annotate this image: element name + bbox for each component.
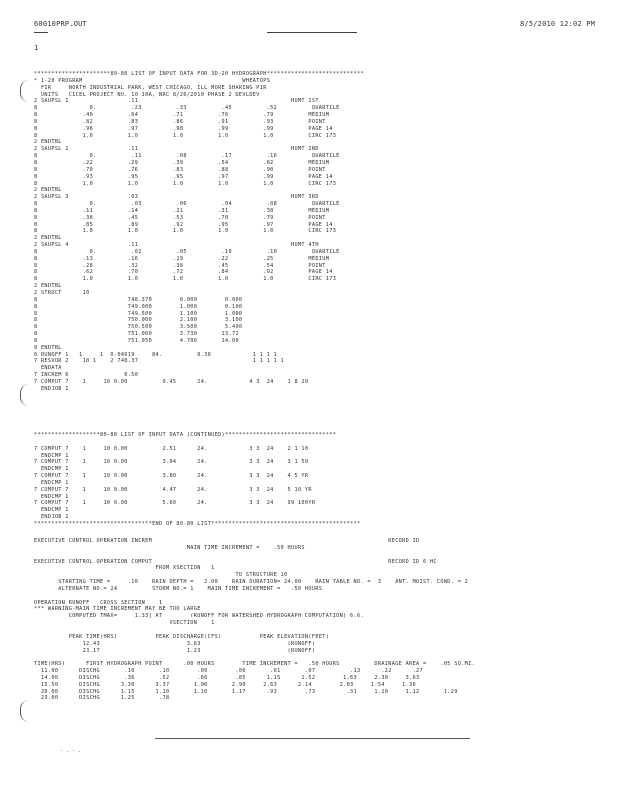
- footer-marks: - . - .: [60, 748, 82, 754]
- print-datetime: 8/5/2010 12:02 PM: [520, 20, 596, 28]
- punch-hole-mark: [20, 80, 29, 102]
- punch-hole-mark: [20, 384, 29, 406]
- input-data-list-continued: *******************80-80 LIST OF INPUT DATA (CONTINUED)******************************** 7 COMPUT 7 1 10 0.00 2.51 24. 3 3 24 2 1 10 ENDCMP 1 7 COMPUT 7 1 10 0.00 3.04 24. 3 3 24 3 1 50 ENDCMP 1 7 COMPUT 7 1 10 0.00 3.80 24. 3 3 24 4 5 YR ENDCMP 1 7 COMPUT 7 1 10 0.00 4.47 24. 3 3 24 5 10 YR ENDCMP 1 7 COMPUT 7 1 10 0.00 5.60 24. 3 3 24 99 100YR ENDCMP 1 ENDJOB 2 **********************************END OF 80-80 LIST*******************************************: [34, 432, 361, 527]
- punch-hole-mark: [20, 700, 29, 722]
- input-data-list: **********************80-80 LIST OF INPUT DATA FOR 3D-20 HYDROGRAPH**************************** * 1-20 PROGRAM WHEATOPS FIR NORTH INDUSTRIAL PARK, WEST CHICAGO, ILL MORE SHARING PIR UNITS CICEL PROJECT NO. 10 10A, NRC 8/26/2010 PHASE 2 DEVLDEV 2 SAUPSL 1 .11 HUMT 1ST 8 0. .23 .33 .45 .52 QUARTILE 8 .40 .64 .71 .76 .79 MEDIUM 8 .82 .83 .86 .91 .93 POINT 8 .96 .97 .98 .99 .99 PAGE 14 8 1.0 1.0 1.0 1.0 1.0 CIRC 173 2 ENDTBL 2 SAUPSL 2 .11 HUMT 2ND 8 0. .11 .08 .17 .16 QUARTILE 8 .22 .29 .39 .54 .62 MEDIUM 8 .70 .76 .83 .88 .90 POINT 8 .93 .95 .95 .97 .99 PAGE 14 8 1.0 1.0 1.0 1.0 1.0 CIRC 173 2 ENDTBL 2 SAUPSL 3 .03 HUMT 3RD 8 0. .03 .06 .04 .08 QUARTILE 8 .11 .14 .21 .31 .38 MEDIUM 8 .38 .45 .53 .70 .79 POINT 8 .85 .89 .92 .95 .97 PAGE 14 8 1.0 1.0 1.0 1.0 1.0 CIRC 173 2 ENDTBL 2 SAUPSL 4 .11 HUMT 4TH 8 0. .02 .05 .10 .10 QUARTILE 8 .13 .16 .19 .22 .25 MEDIUM 8 .28 .32 .38 .45 .54 POINT 8 .62 .70 .72 .84 .92 PAGE 14 8 1.0 1.0 1.0 1.0 1.0 CIRC 173 2 ENDTBL 2 STRUCT 10 8 748.370 0.000 0.000 8 749.000 1.000 0.100 8 749.500 1.100 1.000 8 750.000 2.100 3.100 8 750.500 3.500 5.400 8 751.000 3.730 13.72 8 751.050 4.700 14.00 9 ENDTBL 6 RUNOFF 1 1 1 0.04919 84. 0.30 1 1 1 1 7 RESVOR 2 10 1 2 748.37 1 1 1 1 1 ENDATA 7 INCREM 6 0.50 7 COMPUT 7 1 10 0.00 9.45 24. 4 3 24 1 8 20 ENDJOB 1: [34, 71, 364, 392]
- page-number: 1: [34, 44, 39, 52]
- execution-output: EXECUTIVE CONTROL OPERATION INCREM RECORD ID MAIN TIME INCREMENT = .50 HOURS EXECUTIVE CONTROL OPERATION COMPUT RECORD ID 6 HC FROM XSECTION 1 TO STRUCTURE 10 STARTING TIME = .10 RAIN DEPTH = 2.00 RAIN DURATION= 24.00 RAIN TABLE NO. = 3 ANT. MOIST. COND. = 2 ALTERNATE NO.= 24 STORM NO.= 1 MAIN TIME INCREMENT = .50 HOURS OPERATION RUNOFF CROSS SECTION 1 *** WARNING-MAIN TIME INCREMENT MAY BE TOO LARGE COMPUTED TMAX= 1.33] AT (RUNOFF FOR WATERSHED HYDROGRAPH COMPUTATION) 6.6. XSECTION 1 PEAK TIME(HRS) PEAK DISCHARGE(CFS) PEAK ELEVATION(FEET) 12.43 3.63 (RUNOFF) 23.17 1.23 (RUNOFF) TIME(HRS) FIRST HYDROGRAPH POINT .00 HOURS TIME INCREMENT = .50 HOURS DRAINAGE AREA = .05 SQ.MI. 11.00 DISCHG .10 .10 .09 .06 .01 .07 .13 .22 .27 14.00 DISCHG .36 .52 .66 .85 1.15 1.52 1.63 2.30 3.63 15.50 DISCHG 3.30 3.37 1.90 2.90 2.63 2.14 2.03 1.54 1.36 20.00 DISCHG 1.15 1.10 1.10 1.17 .93 .73 .31 1.10 1.12 1.29 23.00 DISCHG 1.25 .78: [34, 538, 476, 702]
- footer-rule: [155, 738, 470, 739]
- header-rule-center: [267, 32, 357, 33]
- file-name: 60010PRP.OUT: [34, 20, 87, 28]
- header-rule-left: [34, 32, 48, 33]
